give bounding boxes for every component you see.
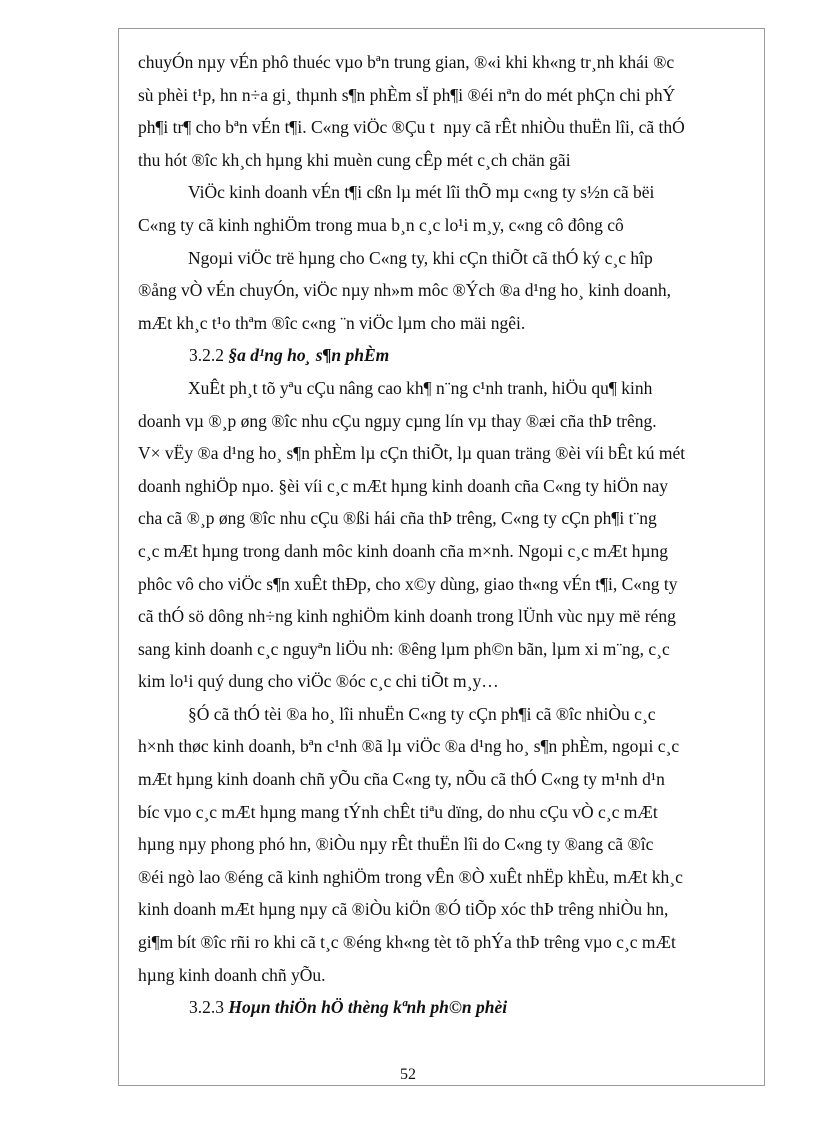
text-line: doanh nghiÖp nµo. §èi víi c¸c mÆt hµng kinh doanh cña C«ng ty hiÖn nay — [138, 475, 669, 496]
text-line: phôc vô cho viÖc s¶n xuÊt thÐp, cho x©y dùng, giao th«ng vÉn t¶i, C«ng ty — [138, 573, 678, 594]
text-line: bíc vµo c¸c mÆt hµng mang tÝnh chÊt tiªu dïng, do nhu cÇu vÒ c¸c mÆt — [138, 801, 658, 822]
section-number: 3.2.3 — [189, 997, 224, 1018]
text-line: hµng nµy phong phó hn, ®iÒu nµy rÊt thuËn lîi do C«ng ty ®ang cã ®îc — [138, 834, 654, 855]
text-line: V× vËy ®a d¹ng ho¸ s¶n phÈm lµ cÇn thiÕt, lµ quan träng ®èi víi bÊt kú mét — [138, 443, 686, 464]
text-line: ViÖc kinh doanh vÉn t¶i cßn lµ mét lîi thÕ mµ c«ng ty s½n cã bëi — [188, 182, 655, 203]
section-title: Hoµn thiÖn hÖ thèng kªnh ph©n phèi — [228, 997, 508, 1018]
text-line: sù phèi t¹p, hn n÷a gi¸ thµnh s¶n phÈm sÏ ph¶i ®éi nªn do mét phÇn chi phÝ — [138, 84, 676, 105]
text-line: c¸c mÆt hµng trong danh môc kinh doanh cña m×nh. Ngoµi c¸c mÆt hµng — [138, 540, 669, 561]
text-line: sang kinh doanh c¸c nguyªn liÖu nh: ®êng lµm ph©n bãn, lµm xi m¨ng, c¸c — [138, 638, 670, 659]
text-line: ®éi ngò lao ®éng cã kinh nghiÖm trong vÊn ®Ò xuÊt nhËp khÈu, mÆt kh¸c — [138, 866, 683, 887]
text-line: ph¶i tr¶ cho bªn vÉn t¶i. C«ng viÖc ®Çu t nµy cã rÊt nhiÒu thuËn lîi, cã thÓ — [138, 117, 685, 138]
text-line: hµng kinh doanh chñ yÕu. — [138, 964, 326, 985]
text-line: thu hót ®îc kh¸ch hµng khi muèn cung cÊp mét c¸ch chän gãi — [138, 149, 571, 170]
text-line: mÆt kh¸c t¹o thªm ®îc c«ng ¨n viÖc lµm cho mäi ngêi. — [138, 312, 526, 333]
text-line: §Ó cã thÓ tèi ®a ho¸ lîi nhuËn C«ng ty cÇn ph¶i cã ®îc nhiÒu c¸c — [188, 703, 656, 724]
paragraph-block — [138, 372, 750, 991]
page-number: 52 — [400, 1066, 416, 1083]
text-line: mÆt hµng kinh doanh chñ yÕu cña C«ng ty, nÕu cã thÓ C«ng ty m¹nh d¹n — [138, 769, 665, 790]
text-line: gi¶m bít ®îc rñi ro khi cã t¸c ®éng kh«ng tèt tõ phÝa thÞ trêng vµo c¸c mÆt — [138, 932, 676, 953]
text-line: kim lo¹i quý dung cho viÖc ®óc c¸c chi tiÕt m¸y… — [138, 671, 499, 692]
text-line: chuyÓn nµy vÉn phô thuéc vµo bªn trung gian, ®«i khi kh«ng tr¸nh khái ®c — [138, 52, 675, 72]
text-line: cha cã ®¸p øng ®îc nhu cÇu ®ßi hái cña thÞ trêng, C«ng ty cÇn ph¶i t¨ng — [138, 508, 657, 529]
section-heading-3-2-3 — [138, 991, 750, 1024]
text-line: XuÊt ph¸t tõ yªu cÇu nâng cao kh¶ n¨ng c¹nh tranh, hiÖu qu¶ kinh — [188, 377, 653, 398]
text-line: Ngoµi viÖc trë hµng cho C«ng ty, khi cÇn thiÕt cã thÓ ký c¸c hîp — [188, 247, 653, 268]
text-line: doanh vµ ®¸p øng ®îc nhu cÇu ngµy cµng lín vµ thay ®æi cña thÞ trêng. — [138, 410, 657, 431]
text-line: h×nh thøc kinh doanh, bªn c¹nh ®ã lµ viÖc ®a d¹ng ho¸ s¶n phÈm, ngoµi c¸c — [138, 736, 680, 757]
text-line: ®ång vÒ vÉn chuyÓn, viÖc nµy nh»m môc ®Ých ®a d¹ng ho¸ kinh doanh, — [138, 280, 671, 301]
section-heading-3-2-2 — [138, 339, 750, 372]
paragraph-block — [138, 46, 750, 339]
text-line: kinh doanh mÆt hµng nµy cã ®iÒu kiÖn ®Ó tiÕp xóc thÞ trêng nhiÒu hn, — [138, 899, 669, 920]
section-title: §a d¹ng ho¸ s¶n phÈm — [228, 345, 390, 366]
text-line: C«ng ty cã kinh nghiÖm trong mua b¸n c¸c lo¹i m¸y, c«ng cô đông cô — [138, 214, 624, 235]
section-number: 3.2.2 — [189, 345, 224, 366]
text-line: cã thÓ sö dông nh÷ng kinh nghiÖm kinh doanh trong lÜnh vùc nµy më réng — [138, 606, 676, 627]
document-body — [138, 46, 750, 1024]
